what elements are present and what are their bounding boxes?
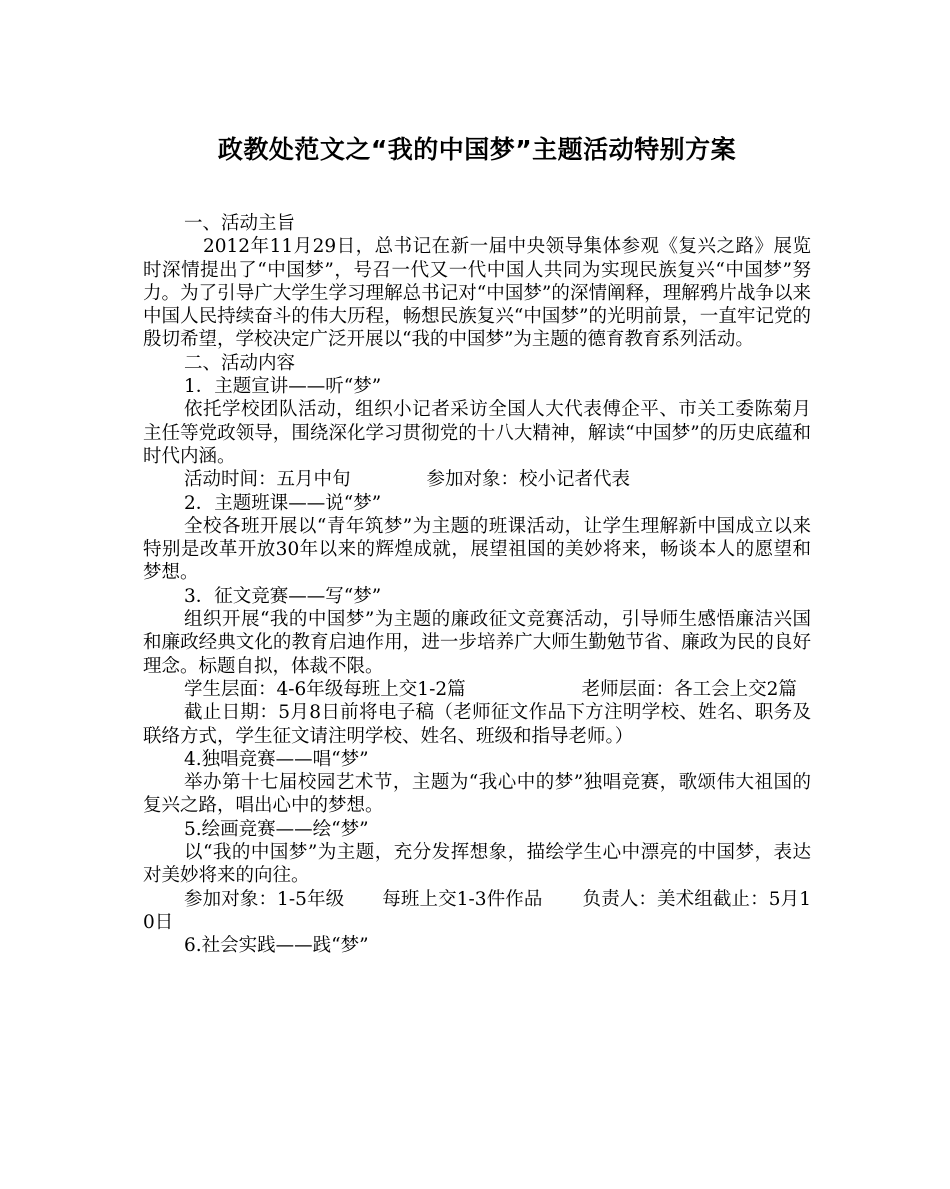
item-heading-1: 1．主题宣讲——听“梦”	[184, 376, 382, 398]
item-3-teachers: 老师层面：各工会上交2篇	[581, 678, 797, 700]
item-heading-4: 4.独唱竞赛——唱“梦”	[184, 748, 369, 770]
paragraph-item-3: 组织开展“我的中国梦”为主题的廉政征文竞赛活动，引导师生感悟廉洁兴国和廉政经典文化的教育启迪作用，进一步培养广大师生勤勉节省、廉政为民的良好理念。标题自拟，体裁不限。	[143, 609, 811, 677]
paragraph-item-5: 以“我的中国梦”为主题，充分发挥想象，描绘学生心中漂亮的中国梦，表达对美妙将来的向往。	[143, 842, 811, 887]
item-5-submit: 每班上交1-3件作品	[382, 888, 543, 910]
item-heading-6: 6.社会实践——践“梦”	[184, 935, 369, 957]
document-title: 政教处范文之“我的中国梦”主题活动特别方案	[217, 135, 737, 164]
item-heading-2: 2．主题班课——说“梦”	[184, 492, 382, 514]
item-heading-5: 5.绘画竞赛——绘“梦”	[184, 818, 369, 840]
section-heading-content: 二、活动内容	[184, 352, 296, 374]
item-5-participants: 参加对象：1-5年级	[184, 888, 345, 910]
item-5-deadline: 截止：5月10日	[143, 888, 811, 933]
item-1-participants: 参加对象：校小记者代表	[426, 469, 631, 491]
document-page	[143, 128, 811, 958]
item-1-details	[143, 468, 811, 491]
paragraph-item-4: 举办第十七届校园艺术节，主题为“我心中的梦”独唱竞赛，歌颂伟大祖国的复兴之路，唱出心中的梦想。	[143, 772, 811, 817]
item-1-time: 活动时间：五月中旬	[184, 469, 351, 491]
paragraph-item-2: 全校各班开展以“青年筑梦”为主题的班课活动，让学生理解新中国成立以来特别是改革开放30年以来的辉煌成就，展望祖国的美妙将来，畅谈本人的愿望和梦想。	[143, 515, 811, 584]
section-heading-purpose: 一、活动主旨	[184, 213, 296, 234]
paragraph-purpose: 2012年11月29日，总书记在新一届中央领导集体参观《复兴之路》展览时深情提出了“中国梦”，号召一代又一代中国人共同为实现民族复兴“中国梦”努力。为了引导广大学生学习理解总书记对“中国梦”的深情阐释，理解鸦片战争以来中国人民持续奋斗的伟大历程，畅想民族复兴“中国梦”的光明前景，一直牢记党的殷切希望，学校决定广泛开展以“我的中国梦”为主题的德育教育系列活动。	[143, 236, 811, 351]
item-heading-3: 3．征文竞赛——写“梦”	[184, 585, 382, 607]
item-3-deadline: 截止日期：5月8日前将电子稿（老师征文作品下方注明学校、姓名、职务及联络方式，学生征文请注明学校、姓名、班级和指导老师。）	[143, 702, 811, 747]
item-5-details	[143, 888, 811, 935]
item-5-owner: 负责人：美术组	[582, 888, 713, 910]
item-3-students: 学生层面：4-6年级每班上交1-2篇	[184, 678, 466, 700]
paragraph-item-1: 依托学校团队活动，组织小记者采访全国人大代表傅企平、市关工委陈菊月主任等党政领导，围绕深化学习贯彻党的十八大精神，解读“中国梦”的历史底蕴和时代内涵。	[143, 399, 811, 467]
item-3-levels	[143, 678, 811, 701]
